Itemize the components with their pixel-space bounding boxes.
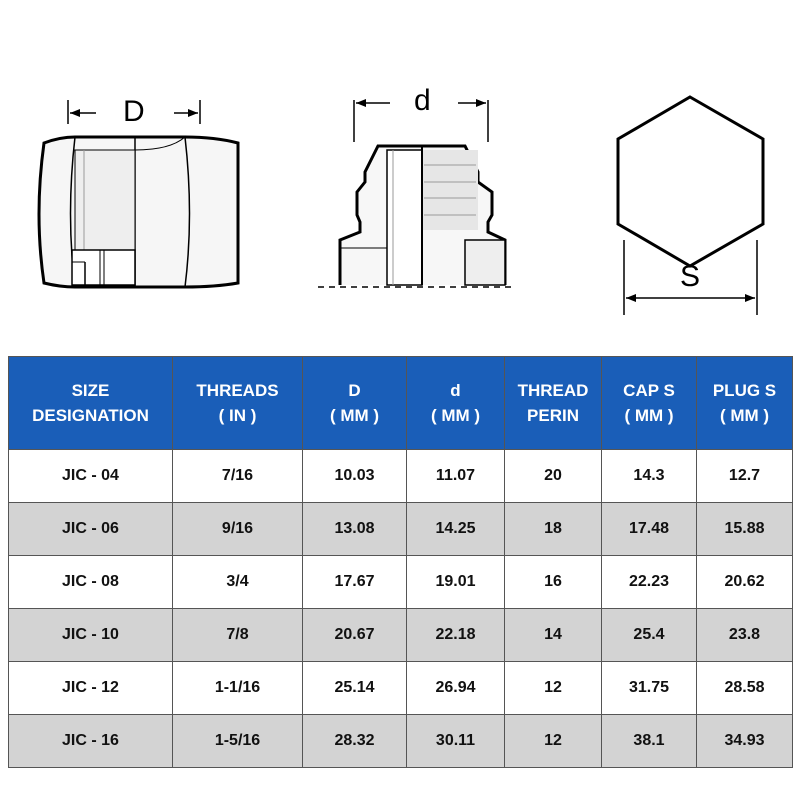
column-header-line2: ( MM ) — [430, 406, 481, 425]
column-header — [9, 357, 173, 450]
column-header-line1: D — [348, 381, 361, 400]
table-cell: 11.07 — [407, 450, 505, 503]
table-cell: 12.7 — [697, 450, 793, 503]
column-header-line2: PERIN — [527, 406, 579, 425]
table-cell: 16 — [505, 556, 602, 609]
table-cell: 1-5/16 — [173, 715, 303, 768]
table-cell: JIC - 16 — [9, 715, 173, 768]
table-cell: 38.1 — [602, 715, 697, 768]
table-cell: 34.93 — [697, 715, 793, 768]
column-header-line2: ( IN ) — [218, 406, 257, 425]
table-row — [9, 503, 793, 556]
table-cell: 17.48 — [602, 503, 697, 556]
column-header — [602, 357, 697, 450]
table-cell: JIC - 06 — [9, 503, 173, 556]
table-cell: 13.08 — [303, 503, 407, 556]
column-header-line1: THREAD — [517, 381, 589, 400]
table-header-row — [9, 357, 793, 450]
column-header-line2: ( MM ) — [719, 406, 770, 425]
table-cell: 1-1/16 — [173, 662, 303, 715]
table-cell: 20.67 — [303, 609, 407, 662]
table-cell: 14 — [505, 609, 602, 662]
column-header-line2: ( MM ) — [329, 406, 380, 425]
table-cell: JIC - 08 — [9, 556, 173, 609]
column-header — [173, 357, 303, 450]
column-header-line1: SIZE — [71, 381, 110, 400]
table-row — [9, 556, 793, 609]
column-header-line2: ( MM ) — [624, 406, 674, 425]
table-row — [9, 715, 793, 768]
column-header-line1: d — [450, 381, 461, 400]
table-cell: 20 — [505, 450, 602, 503]
table-row — [9, 450, 793, 503]
table-cell: 26.94 — [407, 662, 505, 715]
table-cell: 19.01 — [407, 556, 505, 609]
column-header — [407, 357, 505, 450]
table-cell: 25.14 — [303, 662, 407, 715]
cap-nut-drawing — [39, 100, 238, 287]
table-cell: 7/16 — [173, 450, 303, 503]
column-header-line1: THREADS — [196, 381, 279, 400]
table-cell: 3/4 — [173, 556, 303, 609]
table-cell: 25.4 — [602, 609, 697, 662]
table-cell: 22.23 — [602, 556, 697, 609]
table-cell: 17.67 — [303, 556, 407, 609]
column-header-line2: DESIGNATION — [32, 406, 149, 425]
column-header — [505, 357, 602, 450]
table-cell: 12 — [505, 662, 602, 715]
table-cell: 28.32 — [303, 715, 407, 768]
jic-spec-table — [8, 356, 793, 768]
table-cell: 31.75 — [602, 662, 697, 715]
table-cell: JIC - 04 — [9, 450, 173, 503]
table-cell: 12 — [505, 715, 602, 768]
table-row — [9, 609, 793, 662]
table-body — [9, 450, 793, 768]
table-cell: 22.18 — [407, 609, 505, 662]
table-cell: 15.88 — [697, 503, 793, 556]
table-cell: 28.58 — [697, 662, 793, 715]
plug-drawing — [318, 99, 515, 287]
table-cell: 14.25 — [407, 503, 505, 556]
column-header — [303, 357, 407, 450]
table-cell: 10.03 — [303, 450, 407, 503]
table-cell: 30.11 — [407, 715, 505, 768]
table-cell: 20.62 — [697, 556, 793, 609]
dimension-label-D: D — [123, 95, 145, 128]
table-cell: 23.8 — [697, 609, 793, 662]
dimension-label-S: S — [680, 260, 701, 293]
table-cell: JIC - 10 — [9, 609, 173, 662]
table-cell: JIC - 12 — [9, 662, 173, 715]
table-cell: 18 — [505, 503, 602, 556]
column-header-line1: PLUG S — [712, 381, 777, 400]
table-cell: 7/8 — [173, 609, 303, 662]
column-header — [697, 357, 793, 450]
column-header-line1: CAP S — [623, 381, 675, 400]
table-row — [9, 662, 793, 715]
table-cell: 9/16 — [173, 503, 303, 556]
table-cell: 14.3 — [602, 450, 697, 503]
technical-drawings — [0, 0, 800, 340]
dimension-label-d: d — [414, 84, 431, 117]
